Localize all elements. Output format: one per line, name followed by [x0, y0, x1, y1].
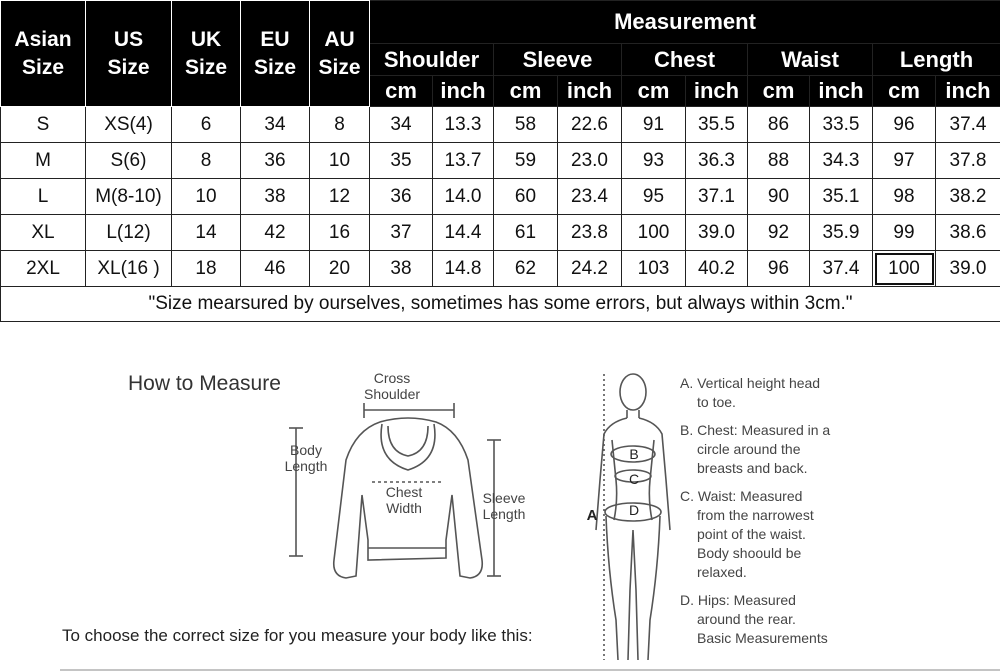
table-cell: 58 — [494, 107, 558, 143]
table-cell: 37.4 — [936, 107, 1000, 143]
table-cell: 97 — [873, 143, 936, 179]
step-text: circle around the — [697, 441, 801, 457]
table-cell: 35.9 — [810, 215, 873, 251]
step-text: breasts and back. — [697, 460, 808, 476]
table-cell: 100 — [622, 215, 686, 251]
unit-inch: inch — [433, 76, 494, 107]
table-row — [1, 143, 1000, 179]
step-heading: B. Chest: Measured in a — [680, 422, 831, 438]
table-cell: 86 — [748, 107, 810, 143]
header-au-size: AU Size — [310, 1, 370, 107]
unit-cm: cm — [370, 76, 433, 107]
table-cell: L(12) — [86, 215, 172, 251]
table-cell: 38.6 — [936, 215, 1000, 251]
chest-width-label: Chest Width — [385, 484, 423, 516]
table-cell: M — [1, 143, 86, 179]
step-text: Body shoould be — [697, 545, 802, 561]
table-cell: 36 — [241, 143, 310, 179]
table-cell: 34 — [241, 107, 310, 143]
header-waist: Waist — [748, 44, 873, 76]
measurement-guide — [0, 330, 1000, 671]
table-cell: 90 — [748, 179, 810, 215]
table-cell: 10 — [172, 179, 241, 215]
table-cell: 38.2 — [936, 179, 1000, 215]
table-cell: 100 — [873, 251, 936, 287]
table-cell: 23.4 — [558, 179, 622, 215]
table-cell: 13.7 — [433, 143, 494, 179]
table-cell: 93 — [622, 143, 686, 179]
table-cell: 42 — [241, 215, 310, 251]
table-cell: XS(4) — [86, 107, 172, 143]
table-cell: S — [1, 107, 86, 143]
step-text: from the narrowest — [697, 507, 814, 523]
table-cell: 59 — [494, 143, 558, 179]
size-chart-table — [0, 0, 1000, 322]
table-cell: 14.0 — [433, 179, 494, 215]
note-row — [1, 287, 1000, 322]
table-cell: 6 — [172, 107, 241, 143]
table-cell: 38 — [241, 179, 310, 215]
table-cell: 88 — [748, 143, 810, 179]
step-text: point of the waist. — [697, 526, 806, 542]
figure-label-c: C — [628, 471, 640, 487]
unit-cm: cm — [622, 76, 686, 107]
table-cell: 20 — [310, 251, 370, 287]
header-length: Length — [873, 44, 1000, 76]
step-text: Basic Measurements — [697, 630, 828, 646]
table-cell: 98 — [873, 179, 936, 215]
measurement-step — [680, 421, 1000, 478]
unit-inch: inch — [936, 76, 1000, 107]
table-cell: 61 — [494, 215, 558, 251]
figure-label-a: A — [586, 507, 598, 524]
table-cell: 103 — [622, 251, 686, 287]
table-cell: 36 — [370, 179, 433, 215]
table-cell: 95 — [622, 179, 686, 215]
header-eu-size: EU Size — [241, 1, 310, 107]
table-cell: 34 — [370, 107, 433, 143]
table-cell: 60 — [494, 179, 558, 215]
table-cell: 36.3 — [686, 143, 748, 179]
table-cell: 24.2 — [558, 251, 622, 287]
table-cell: M(8-10) — [86, 179, 172, 215]
header-chest: Chest — [622, 44, 748, 76]
step-text: to toe. — [697, 394, 736, 410]
table-cell: 37.1 — [686, 179, 748, 215]
table-row — [1, 251, 1000, 287]
table-cell: 91 — [622, 107, 686, 143]
table-cell: 39.0 — [686, 215, 748, 251]
table-cell: 22.6 — [558, 107, 622, 143]
measurement-step — [680, 591, 1000, 648]
figure-label-b: B — [629, 446, 639, 462]
table-cell: 99 — [873, 215, 936, 251]
table-cell: 35.5 — [686, 107, 748, 143]
size-table-body — [1, 107, 1000, 287]
header-asian-size: Asian Size — [1, 1, 86, 107]
table-cell: XL(16 ) — [86, 251, 172, 287]
table-cell: 18 — [172, 251, 241, 287]
table-cell: 40.2 — [686, 251, 748, 287]
table-cell: L — [1, 179, 86, 215]
table-cell: 96 — [873, 107, 936, 143]
header-measurement: Measurement — [370, 1, 1000, 44]
table-cell: XL — [1, 215, 86, 251]
table-cell: 37.4 — [810, 251, 873, 287]
head-icon — [620, 374, 646, 410]
table-cell: 33.5 — [810, 107, 873, 143]
header-sleeve: Sleeve — [494, 44, 622, 76]
table-cell: 8 — [172, 143, 241, 179]
table-cell: 46 — [241, 251, 310, 287]
step-heading: A. Vertical height head — [680, 375, 821, 391]
table-cell: 96 — [748, 251, 810, 287]
body-length-label: Body Length — [284, 442, 328, 474]
header-us-size: US Size — [86, 1, 172, 107]
header-shoulder: Shoulder — [370, 44, 494, 76]
unit-cm: cm — [494, 76, 558, 107]
table-cell: 23.8 — [558, 215, 622, 251]
guide-title: How to Measure — [128, 372, 281, 395]
figure-label-d: D — [628, 502, 640, 518]
table-cell: S(6) — [86, 143, 172, 179]
table-cell: 38 — [370, 251, 433, 287]
table-row — [1, 215, 1000, 251]
table-cell: 14 — [172, 215, 241, 251]
table-cell: 39.0 — [936, 251, 1000, 287]
sleeve-length-label: Sleeve Length — [482, 490, 526, 522]
step-heading: D. Hips: Measured — [680, 592, 796, 608]
table-cell: 34.3 — [810, 143, 873, 179]
measurement-steps — [680, 374, 1000, 657]
cross-shoulder-label: Cross Shoulder — [364, 370, 421, 402]
table-row — [1, 107, 1000, 143]
choose-size-instruction: To choose the correct size for you measure your body like this: — [62, 626, 533, 645]
table-cell: 10 — [310, 143, 370, 179]
table-cell: 12 — [310, 179, 370, 215]
unit-inch: inch — [558, 76, 622, 107]
measurement-step — [680, 374, 1000, 412]
header-row-top — [1, 1, 1000, 44]
table-row — [1, 179, 1000, 215]
measurement-note: "Size mearsured by ourselves, sometimes has some errors, but always within 3cm." — [1, 287, 1000, 322]
step-text: relaxed. — [697, 564, 747, 580]
table-cell: 16 — [310, 215, 370, 251]
step-heading: C. Waist: Measured — [680, 488, 803, 504]
header-uk-size: UK Size — [172, 1, 241, 107]
unit-inch: inch — [686, 76, 748, 107]
table-cell: 62 — [494, 251, 558, 287]
table-cell: 8 — [310, 107, 370, 143]
table-cell: 37 — [370, 215, 433, 251]
table-cell: 37.8 — [936, 143, 1000, 179]
table-cell: 2XL — [1, 251, 86, 287]
table-cell: 35 — [370, 143, 433, 179]
unit-cm: cm — [873, 76, 936, 107]
table-cell: 35.1 — [810, 179, 873, 215]
unit-cm: cm — [748, 76, 810, 107]
table-cell: 92 — [748, 215, 810, 251]
step-text: around the rear. — [697, 611, 796, 627]
unit-inch: inch — [810, 76, 873, 107]
measurement-step — [680, 487, 1000, 582]
table-cell: 14.4 — [433, 215, 494, 251]
table-cell: 23.0 — [558, 143, 622, 179]
table-cell: 13.3 — [433, 107, 494, 143]
table-cell: 14.8 — [433, 251, 494, 287]
